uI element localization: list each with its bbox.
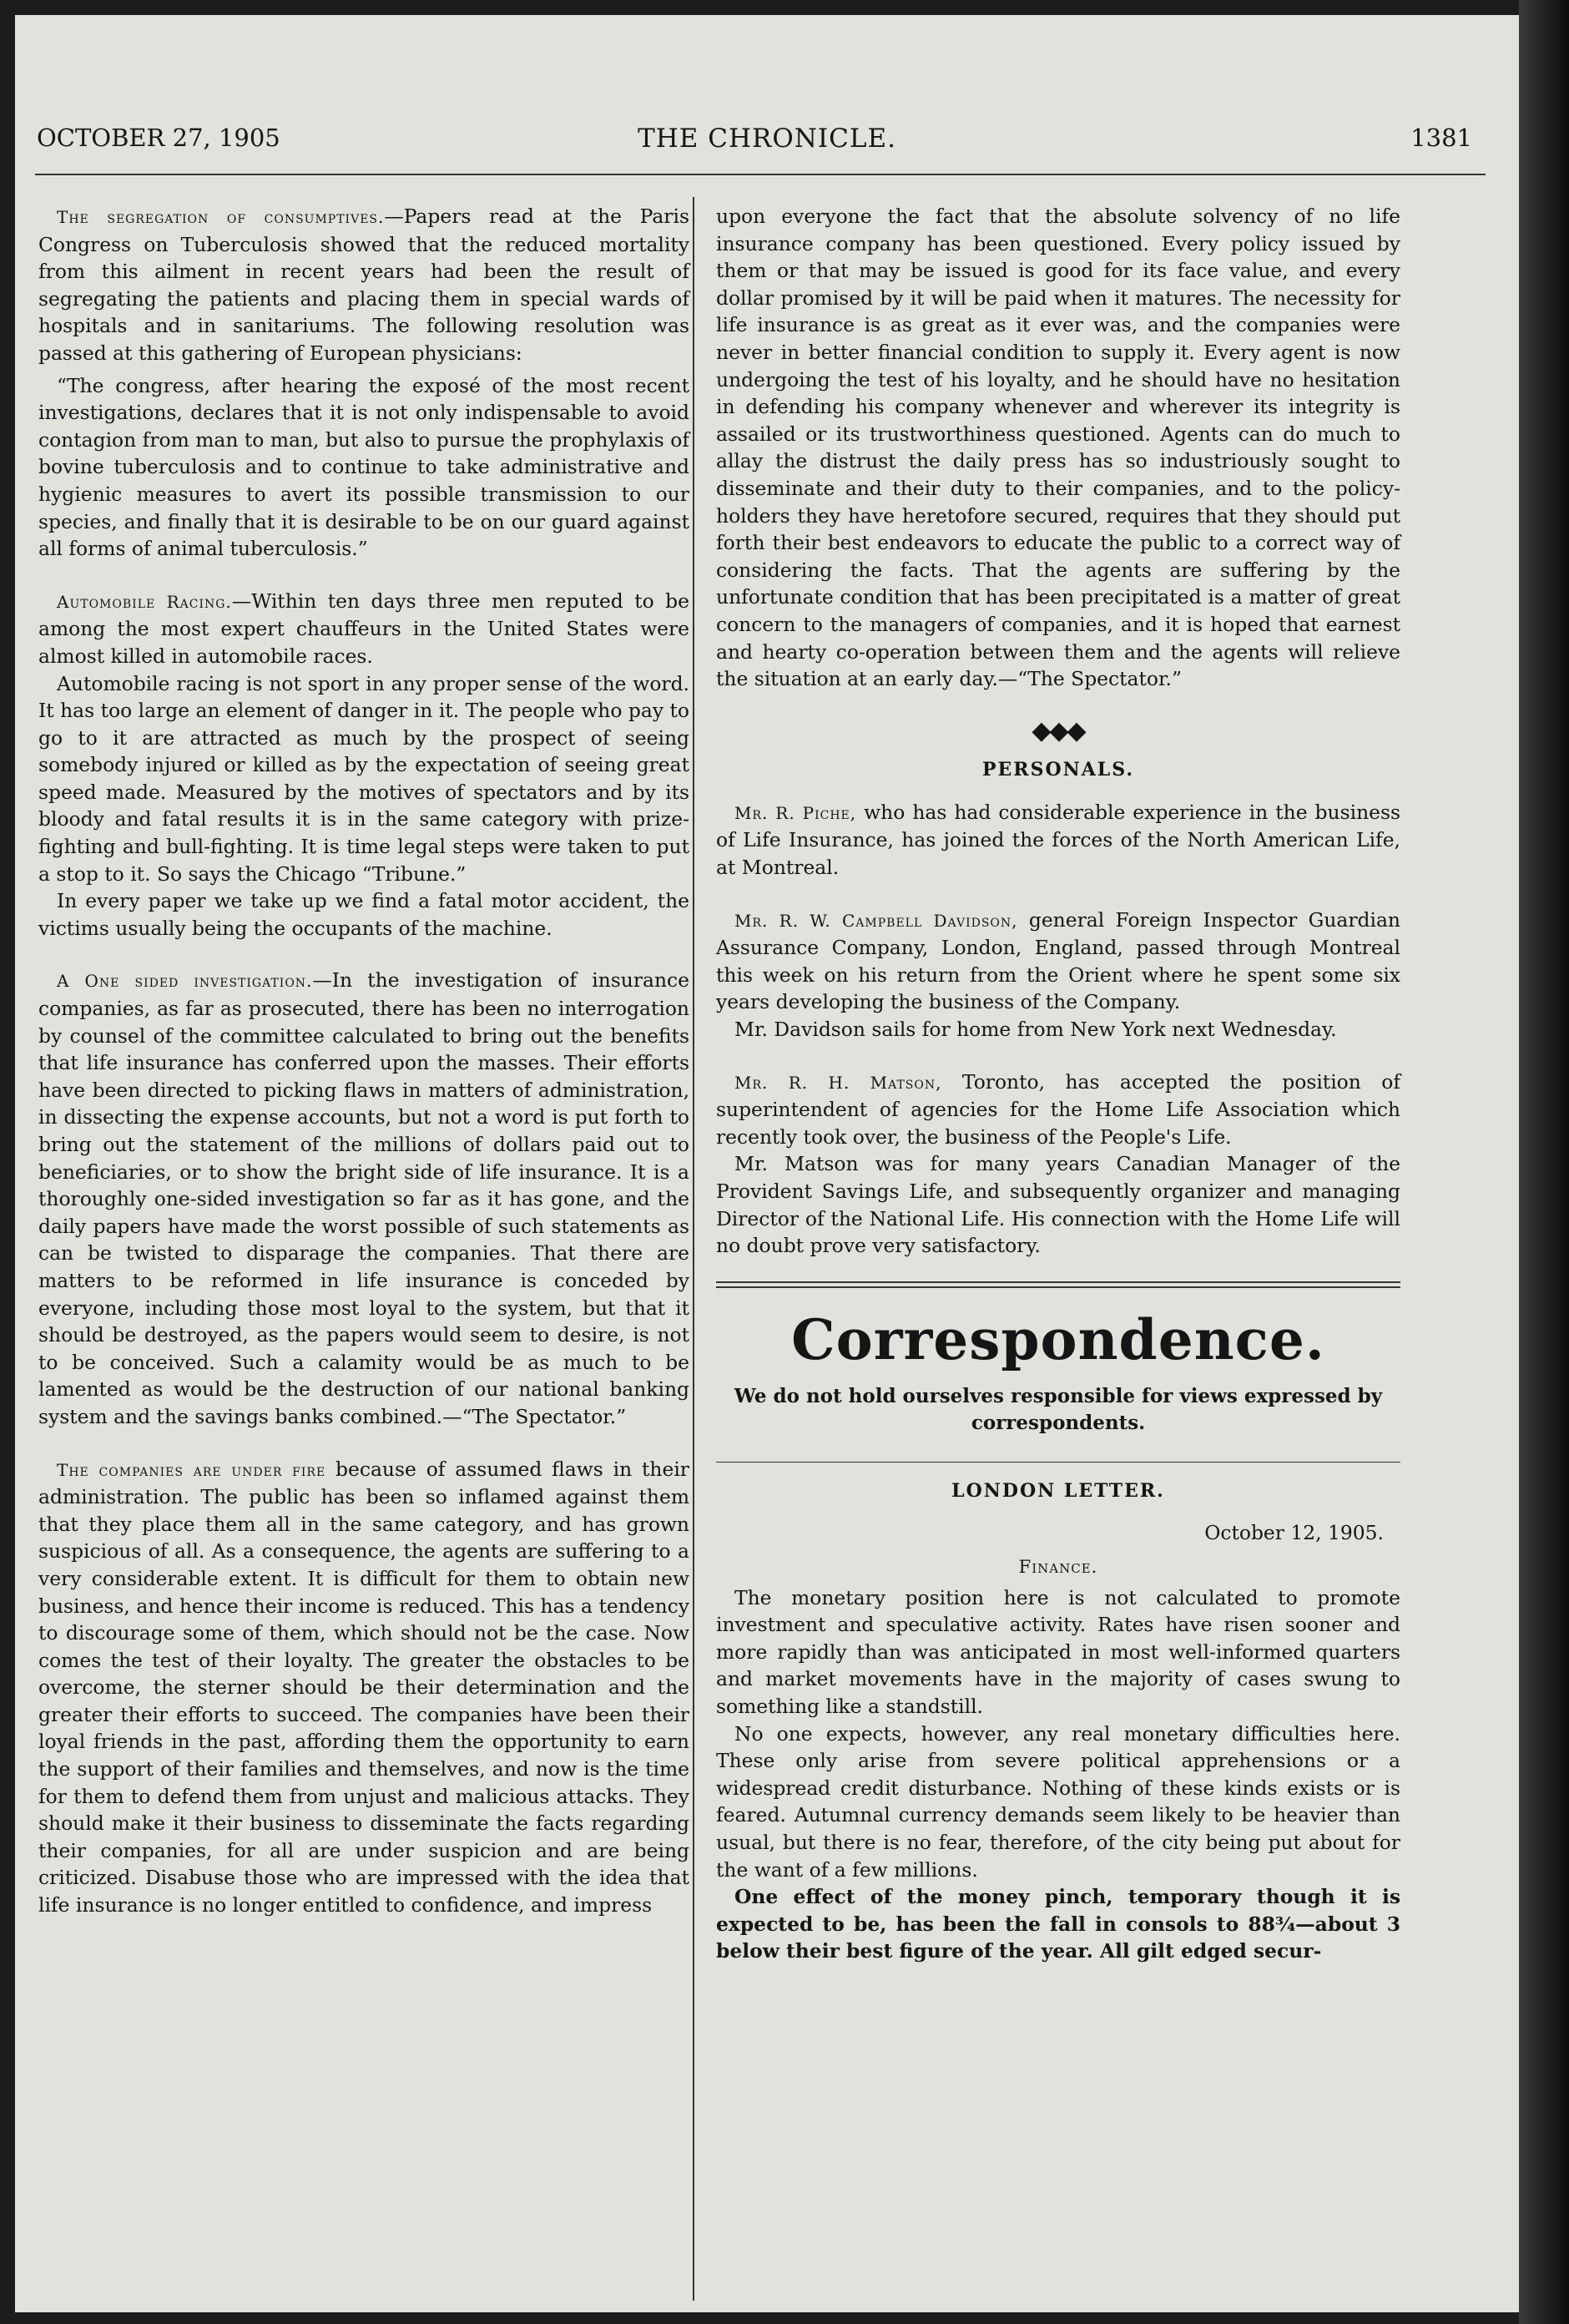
- section-rule: [716, 1462, 1400, 1463]
- personal-text: Mr. Matson was for many years Canadian Manager of the Provident Savings Life, and subsequently organizer and managing Director of the National Life. His connection with the Home Life will no doubt prove very satisfactory.: [716, 1152, 1400, 1258]
- article-lead: Automobile Racing.: [57, 591, 232, 612]
- finance-paragraph: The monetary position here is not calculated to promote investment and speculative activity. Rates have risen sooner and more rapidly than was anticipated in most well-informed quarters and market movements have in the majority of cases swung to something like a standstill.: [716, 1585, 1400, 1718]
- personals-list: [716, 799, 1400, 1260]
- companies-under-fire-article: [38, 1456, 689, 1919]
- left-column: [38, 203, 689, 1919]
- right-column: [716, 203, 1400, 1965]
- header-rule: [35, 174, 1486, 175]
- finance-paragraph: One effect of the money pinch, temporary though it is expected to be, has been the fall in consols to 88¾—about 3 below their best figure of the year. All gilt edged secur-: [716, 1885, 1400, 1963]
- personal-name: Mr. R. W. Campbell Davidson,: [734, 910, 1018, 931]
- segregation-article: [38, 203, 689, 563]
- article-paragraph: In every paper we take up we find a fatal motor accident, the victims usually being the occupants of the machine.: [38, 889, 689, 940]
- article-text: —Within ten days three men reputed to be among the most expert chauffeurs in the United States were almost killed in automobile races.: [38, 589, 689, 668]
- personal-item: [716, 1150, 1400, 1259]
- resolution-quote: “The congress, after hearing the exposé of the most recent investigations, declares that it is not only indispensable to avoid contagion from man to man, but also to pursue the prophylaxis of bovine tuberculosis and to continue to take administrative and hygienic measures to avert its possible transmission to our species, and finally that it is desirable to be on our guard against all forms of animal tuberculosis.”: [38, 373, 689, 561]
- article-lead: The companies are under fire: [57, 1459, 326, 1480]
- page-header: [37, 124, 1497, 165]
- personal-text: who has had considerable experience in the business of Life Insurance, has joined the forces of the North American Life, at Montreal.: [716, 800, 1400, 880]
- personal-text: Mr. Davidson sails for home from New York next Wednesday.: [734, 1018, 1337, 1042]
- investigation-article: [38, 967, 689, 1430]
- column-divider: [693, 197, 694, 2301]
- personal-text: Toronto, has accepted the position of superintendent of agencies for the Home Life Association which recently took over, the business of the People's Life.: [716, 1069, 1400, 1149]
- correspondence-title: Correspondence.: [791, 1306, 1325, 1372]
- personal-name: Mr. R. Piche,: [734, 802, 857, 823]
- article-text: because of assumed flaws in their administration. The public has been so inflamed against them that they place them all in the same category, and has grown suspicious of all. As a consequence, the agents are suffering to a very considerable extent. It is difficult for them to obtain new business, and hence their income is reduced. This has a tendency to discourage some of them, which should not be the case. Now comes the test of their loyalty. The greater the obstacles to be overcome, the sterner should be their determination and the greater their efforts to succeed. The companies have been their loyal friends in the past, affording them the opportunity to earn the support of their families and themselves, and now is the time for them to defend them from unjust and malicious attacks. They should make it their business to disseminate the facts regarding their companies, for all are under suspicion and are being criticized. Disabuse those who are impressed with the idea that life insurance is no longer entitled to confidence, and impress: [38, 1457, 689, 1917]
- article-text: —In the investigation of insurance companies, as far as prosecuted, there has been no interrogation by counsel of the committee calculated to bring out the benefits that life insurance has conferred upon the masses. Their efforts have been directed to picking flaws in matters of administration, in dissecting the expense accounts, but not a word is put forth to bring out the statement of the millions of dollars paid out to beneficiaries, or to show the bright side of life insurance. It is a thoroughly one-sided investigation so far as it has gone, and the daily papers have made the worst possible of such statements as can be twisted to disparage the companies. That there are matters to be reformed in life insurance is conceded by everyone, including those most loyal to the system, but that it should be destroyed, as the papers would seem to desire, is not to be conceived. Such a calamity would be as much to be lamented as would be the destruction of our national banking system and the savings banks combined.—“The Spectator.”: [38, 968, 689, 1428]
- article-paragraph: Automobile racing is not sport in any proper sense of the word. It has too large an element of danger in it. The people who pay to go to it are attracted as much by the prospect of seeing somebody injured or killed as by the expectation of seeing great speed made. Measured by the motives of spectators and by its bloody and fatal results it is in the same category with prize-fighting and bull-fighting. It is time legal steps were taken to put a stop to it. So says the Chicago “Tribune.”: [38, 671, 689, 886]
- article-lead: A One sided investigation.: [57, 971, 313, 992]
- section-ornament: ◆◆◆: [1032, 715, 1085, 745]
- article-text: —Papers read at the Paris Congress on Tuberculosis showed that the reduced mortality from this ailment in recent years had been the result of segregating the patients and placing them in special wards of hospitals and in sanitariums. The following resolution was passed at this gathering of European physicians:: [38, 205, 689, 365]
- personal-item: [716, 907, 1400, 1016]
- issue-date: OCTOBER 27, 1905: [37, 124, 280, 152]
- personal-text: general Foreign Inspector Guardian Assurance Company, London, England, passed through Montreal this week on his return from the Orient where he spent some six years developing the business of the Company.: [716, 907, 1400, 1014]
- page-number: 1381: [1410, 124, 1472, 152]
- finance-heading: Finance.: [1018, 1556, 1098, 1577]
- correspondence-note: We do not hold ourselves responsible for views expressed by correspondents.: [734, 1384, 1383, 1434]
- book-binding-edge: [1519, 0, 1569, 2324]
- personal-item: [716, 1016, 1400, 1043]
- finance-paragraph: No one expects, however, any real monetary difficulties here. These only arise from severe political apprehensions or a widespread credit disturbance. Nothing of these kinds exists or is feared. Autumnal currency demands seem likely to be heavier than usual, but there is no fear, therefore, of the city being put about for the want of a few millions.: [716, 1721, 1400, 1882]
- personal-item: [716, 1069, 1400, 1151]
- letter-date: October 12, 1905.: [1204, 1521, 1384, 1545]
- article-lead: The segregation of consumptives.: [57, 207, 385, 227]
- personal-item: [716, 799, 1400, 882]
- personal-name: Mr. R. H. Matson,: [734, 1072, 942, 1093]
- racing-article: [38, 588, 689, 942]
- london-letter-heading: LONDON LETTER.: [951, 1479, 1165, 1502]
- continued-article-text: upon everyone the fact that the absolute solvency of no life insurance company has been questioned. Every policy issued by them or that may be issued is good for its face value, and every dollar promised by it will be paid when it matures. The necessity for life insurance is as great as it ever was, and the companies were never in better financial condition to supply it. Every agent is now undergoing the test of his loyalty, and he should have no hesitation in defending his company whenever and wherever its integrity is assailed or its trustworthiness questioned. Agents can do much to allay the distrust the daily press has so industriously sought to disseminate and their duty to their companies, and to the policy-holders they have heretofore secured, requires that they should put forth their best endeavors to educate the public to a correct way of considering the facts. That the agents are suffering by the unfortunate condition that has been precipitated is a matter of great concern to the managers of companies, and it is hoped that earnest and hearty co-operation between them and the agents will relieve the situation at an early day.—“The Spectator.”: [716, 205, 1400, 691]
- personals-heading: PERSONALS.: [981, 759, 1135, 781]
- publication-title: THE CHRONICLE.: [638, 124, 896, 154]
- section-double-rule: [716, 1281, 1400, 1288]
- newspaper-page: [15, 15, 1519, 2312]
